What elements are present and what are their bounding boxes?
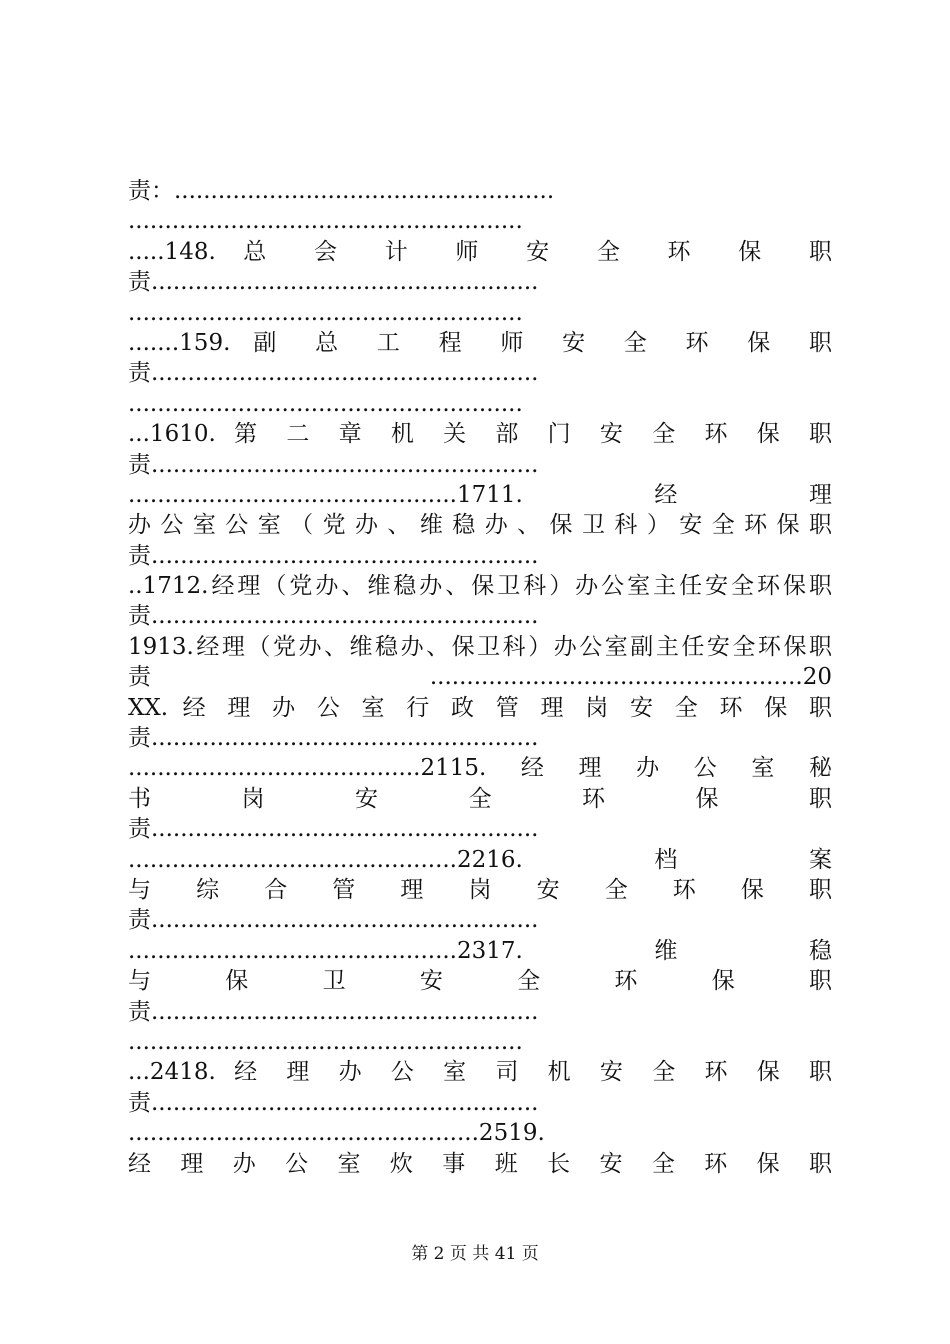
toc-line: ......................................................: [128, 208, 523, 235]
toc-line: 责.....................................................: [128, 998, 539, 1025]
toc-line: ......................................................: [128, 390, 523, 417]
page-footer: 第 2 页 共 41 页: [411, 1244, 539, 1264]
toc-line: 责.....................................................: [128, 451, 539, 478]
toc-line: ........................................2115.经理办公室秘: [128, 755, 832, 782]
toc-line: 责.....................................................: [128, 1089, 539, 1116]
toc-line: .....148. 总 会 计 师 安 全 环 保 职: [128, 238, 832, 265]
toc-line: 责.....................................................: [128, 907, 539, 934]
toc-line: 责：....................................................: [128, 178, 555, 204]
toc-line: 书 岗 安 全 环 保 职: [128, 785, 832, 812]
toc-line: XX. 经 理 办 公 室 行 政 管 理 岗 安 全 环 保 职: [128, 694, 832, 721]
toc-line: ................................................2519.: [128, 1120, 545, 1147]
toc-line: 与 综 合 管 理 岗 安 全 环 保 职: [128, 876, 832, 903]
toc-line: ...2418. 经 理 办 公 室 司 机 安 全 环 保 职: [128, 1059, 832, 1086]
toc-line: ..1712.经理（党办、维稳办、保卫科）办公室主任安全环保职: [128, 573, 832, 600]
toc-line: 办 公 室 公 室 （ 党 办 、 维 稳 办 、 保 卫 科 ） 安 全 环 保 职: [128, 512, 832, 539]
toc-line: .............................................2216.档案: [128, 846, 832, 873]
toc-line: 经 理 办 公 室 炊 事 班 长 安 全 环 保 职: [128, 1150, 832, 1177]
toc-line: 责.....................................................: [128, 542, 539, 569]
toc-line: 责...................................................20: [128, 664, 832, 691]
toc-line: ......................................................: [128, 1028, 523, 1055]
toc-line: 责.....................................................: [128, 269, 539, 296]
toc-line: 1913.经理（党办、维稳办、保卫科）办公室副主任安全环保职: [128, 633, 832, 660]
toc-line: .............................................1711.经理: [128, 481, 832, 508]
toc-line: .............................................2317.维稳: [128, 937, 832, 964]
table-of-contents: [128, 176, 832, 1179]
toc-line: 责.....................................................: [128, 725, 539, 752]
toc-line: ......................................................: [128, 299, 523, 326]
toc-line: ...1610. 第 二 章 机 关 部 门 安 全 环 保 职: [128, 421, 832, 448]
toc-line: 责.....................................................: [128, 603, 539, 630]
toc-line: .......159. 副 总 工 程 师 安 全 环 保 职: [128, 329, 832, 356]
toc-line: 责.....................................................: [128, 816, 539, 843]
toc-line: 与 保 卫 安 全 环 保 职: [128, 968, 832, 995]
toc-line: 责.....................................................: [128, 360, 539, 387]
